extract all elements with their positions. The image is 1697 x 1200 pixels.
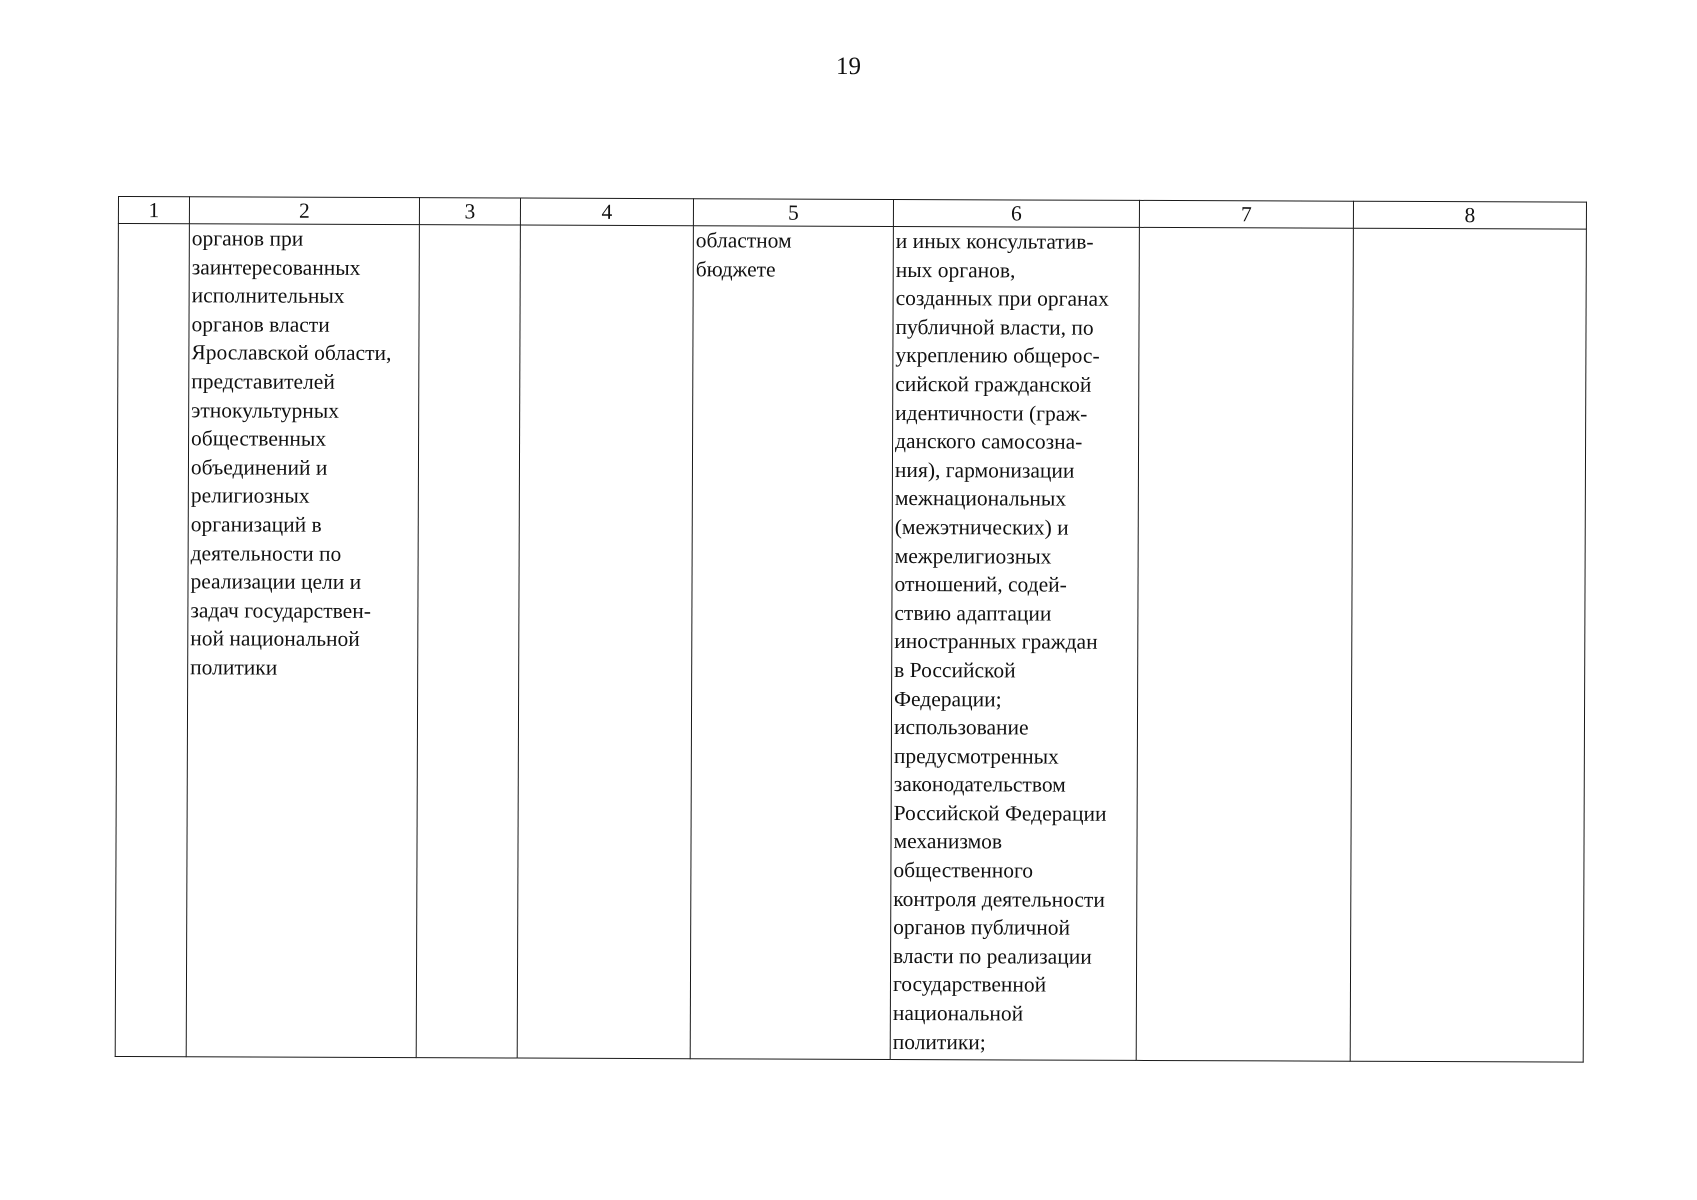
table-cell-col6: и иных консультатив- ных органов, созданных при органах публичной власти, по укреплению общерос- сийской гражданской идентичности (граж- данского самосозна- ния), гармонизации межнациональных (межэтнических) и межрелигиозных отношений, содей- ствию адаптации иностранных граждан в Российской Федерации; использование предусмотренных законодательством Российской Федерации механизмов общественного контроля деятельности органов публичной власти по реализации государственной национальной политики; [890,226,1139,1060]
table-cell-col4 [517,225,693,1059]
column-header-5: 5 [693,199,893,227]
column-header-1: 1 [118,197,189,224]
page-number: 19 [836,53,861,80]
table-cell-col2: органов при заинтересованных исполнительных органов власти Ярославской области, представителей этнокультурных общественных объединений и религиозных организаций в деятельности по реализации цели и задач государствен- ной национальной политики [186,224,419,1058]
column-header-6: 6 [893,199,1139,227]
table-cell-col5: областном бюджете [690,226,893,1060]
document-table [115,196,1587,1063]
column-header-2: 2 [189,197,419,225]
column-header-4: 4 [520,198,693,226]
table-cell-col7 [1136,227,1353,1061]
column-header-8: 8 [1353,201,1586,229]
table-cell-col1 [115,224,189,1057]
table-cell-col3 [416,225,520,1058]
column-header-3: 3 [419,198,520,225]
table-cell-col8 [1350,228,1586,1062]
column-header-7: 7 [1139,200,1353,228]
table-row [115,224,1586,1063]
